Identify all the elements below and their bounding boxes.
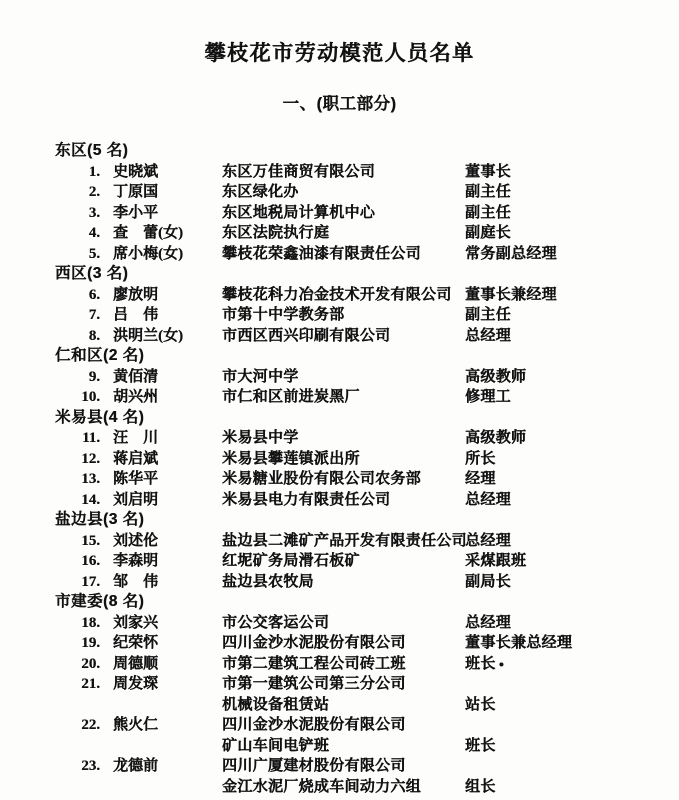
person-name: 邹 伟 xyxy=(113,573,159,590)
roster-list xyxy=(0,141,679,797)
row-number: 22. xyxy=(81,717,100,733)
job-title: 所长 xyxy=(465,450,496,467)
person-name: 刘家兴 xyxy=(113,614,159,631)
job-title: 副主任 xyxy=(465,307,511,323)
job-title: 董事长兼总经理 xyxy=(465,635,573,651)
row-number: 18. xyxy=(81,614,100,631)
organization: 米易糖业股份有限公司农务部 xyxy=(222,471,421,487)
table-row xyxy=(0,613,679,634)
row-number: 11. xyxy=(82,430,100,446)
job-title: 组长 xyxy=(465,778,496,795)
table-row xyxy=(0,715,679,736)
page-title: 攀枝花市劳动模范人员名单 xyxy=(204,42,475,65)
organization: 四川金沙水泥股份有限公司 xyxy=(222,635,406,651)
table-row xyxy=(0,756,679,777)
table-row xyxy=(0,490,679,511)
table-row xyxy=(0,244,679,265)
organization: 攀枝花荣鑫油漆有限责任公司 xyxy=(222,245,421,262)
table-row xyxy=(0,674,679,695)
table-row xyxy=(0,162,679,183)
scan-artifact-dot: ● xyxy=(498,658,505,669)
table-row-continuation xyxy=(0,777,679,798)
person-name: 洪明兰(女) xyxy=(113,327,183,344)
job-title: 站长 xyxy=(465,696,496,713)
table-row xyxy=(0,654,679,675)
person-name: 黄佰清 xyxy=(113,368,159,385)
section-header: 盐边县(3 名) xyxy=(55,511,145,528)
row-number: 20. xyxy=(81,655,100,672)
organization: 米易县电力有限责任公司 xyxy=(222,491,391,508)
table-row xyxy=(0,182,679,203)
row-number: 9. xyxy=(88,368,100,385)
job-title: 常务副总经理 xyxy=(465,245,557,262)
job-title: 总经理 xyxy=(465,491,511,508)
row-number: 15. xyxy=(81,532,100,549)
table-row xyxy=(0,285,679,306)
job-title: 经理 xyxy=(465,471,496,487)
person-name: 周德顺 xyxy=(113,655,159,672)
person-name: 龙德前 xyxy=(113,758,159,774)
row-number: 12. xyxy=(81,450,100,467)
person-name: 蒋启斌 xyxy=(113,450,159,467)
section-header: 米易县(4 名) xyxy=(55,408,145,426)
organization: 盐边县二滩矿产品开发有限责任公司 xyxy=(222,532,467,549)
person-name: 丁原国 xyxy=(113,184,159,200)
table-row-continuation xyxy=(0,695,679,716)
person-name: 周发琛 xyxy=(113,676,159,692)
organization: 市仁和区前进炭黑厂 xyxy=(222,389,360,405)
person-name: 席小梅(女) xyxy=(113,245,183,262)
organization: 东区万佳商贸有限公司 xyxy=(222,163,376,180)
job-title: 副主任 xyxy=(465,204,511,221)
organization: 市第十中学教务部 xyxy=(222,307,345,323)
organization: 东区绿化办 xyxy=(222,184,299,200)
table-row xyxy=(0,531,679,552)
organization: 市公交客运公司 xyxy=(222,614,330,631)
person-name: 李小平 xyxy=(113,204,159,221)
job-title: 修理工 xyxy=(465,389,511,405)
person-name: 胡兴州 xyxy=(113,389,159,405)
organization: 米易县中学 xyxy=(222,430,299,446)
person-name: 查 蕾(女) xyxy=(113,225,183,241)
table-row xyxy=(0,572,679,593)
organization: 矿山车间电铲班 xyxy=(222,737,330,754)
organization: 市第一建筑公司第三分公司 xyxy=(222,676,406,692)
row-number: 5. xyxy=(88,245,100,262)
organization: 红坭矿务局滑石板矿 xyxy=(222,553,360,569)
row-number: 3. xyxy=(88,204,100,221)
row-number: 16. xyxy=(81,553,100,569)
table-row xyxy=(0,367,679,388)
organization: 东区地税局计算机中心 xyxy=(222,204,376,221)
job-title: 董事长 xyxy=(465,163,511,180)
row-number: 7. xyxy=(88,307,100,323)
row-number: 1. xyxy=(88,163,100,180)
job-title: 班长 xyxy=(465,737,496,754)
job-title: 总经理 xyxy=(465,327,511,344)
person-name: 刘述伦 xyxy=(113,532,159,549)
organization: 米易县攀莲镇派出所 xyxy=(222,450,360,467)
person-name: 吕 伟 xyxy=(113,307,159,323)
row-number: 4. xyxy=(88,225,100,241)
job-title: 高级教师 xyxy=(465,430,527,446)
person-name: 廖放明 xyxy=(113,286,159,303)
row-number: 2. xyxy=(88,184,100,200)
table-row xyxy=(0,305,679,326)
row-number: 17. xyxy=(81,573,100,590)
person-name: 陈华平 xyxy=(113,471,159,487)
table-row xyxy=(0,387,679,408)
section-header: 西区(3 名) xyxy=(55,265,129,282)
job-title: 采煤跟班 xyxy=(465,553,527,569)
row-number: 23. xyxy=(81,758,100,774)
person-name: 李森明 xyxy=(113,553,159,569)
job-title: 董事长兼经理 xyxy=(465,286,557,303)
table-row xyxy=(0,469,679,490)
row-number: 14. xyxy=(81,491,100,508)
person-name: 史晓斌 xyxy=(113,163,159,180)
organization: 市大河中学 xyxy=(222,368,299,385)
table-row xyxy=(0,633,679,654)
organization: 东区法院执行庭 xyxy=(222,225,330,241)
organization: 攀枝花科力冶金技术开发有限公司 xyxy=(222,286,452,303)
organization: 四川金沙水泥股份有限公司 xyxy=(222,717,406,733)
section-header: 东区(5 名) xyxy=(55,142,129,159)
row-number: 19. xyxy=(81,635,100,651)
table-row xyxy=(0,428,679,449)
job-title: 班长 xyxy=(465,655,496,672)
section-header: 市建委(8 名) xyxy=(55,593,145,610)
table-row xyxy=(0,223,679,244)
job-title: 总经理 xyxy=(465,614,511,631)
job-title: 副庭长 xyxy=(465,225,511,241)
table-row xyxy=(0,551,679,572)
table-row xyxy=(0,326,679,347)
organization: 盐边县农牧局 xyxy=(222,573,314,590)
organization: 机械设备租赁站 xyxy=(222,696,330,713)
table-row xyxy=(0,203,679,224)
person-name: 熊火仁 xyxy=(113,717,159,733)
organization: 市西区西兴印刷有限公司 xyxy=(222,327,391,344)
job-title: 副局长 xyxy=(465,573,511,590)
table-row xyxy=(0,449,679,470)
job-title: 高级教师 xyxy=(465,368,527,385)
page-subtitle: 一、(职工部分) xyxy=(282,95,397,113)
section-header: 仁和区(2 名) xyxy=(55,347,145,364)
person-name: 纪荣怀 xyxy=(113,635,159,651)
organization: 市第二建筑工程公司砖工班 xyxy=(222,655,406,672)
row-number: 6. xyxy=(88,286,100,303)
job-title: 总经理 xyxy=(465,532,511,549)
row-number: 10. xyxy=(81,389,100,405)
job-title: 副主任 xyxy=(465,184,511,200)
table-row-continuation xyxy=(0,736,679,757)
organization: 金江水泥厂烧成车间动力六组 xyxy=(222,778,421,795)
person-name: 刘启明 xyxy=(113,491,159,508)
organization: 四川广厦建材股份有限公司 xyxy=(222,758,406,774)
row-number: 21. xyxy=(81,676,100,692)
row-number: 13. xyxy=(81,471,100,487)
row-number: 8. xyxy=(88,327,100,344)
person-name: 汪 川 xyxy=(113,430,159,446)
